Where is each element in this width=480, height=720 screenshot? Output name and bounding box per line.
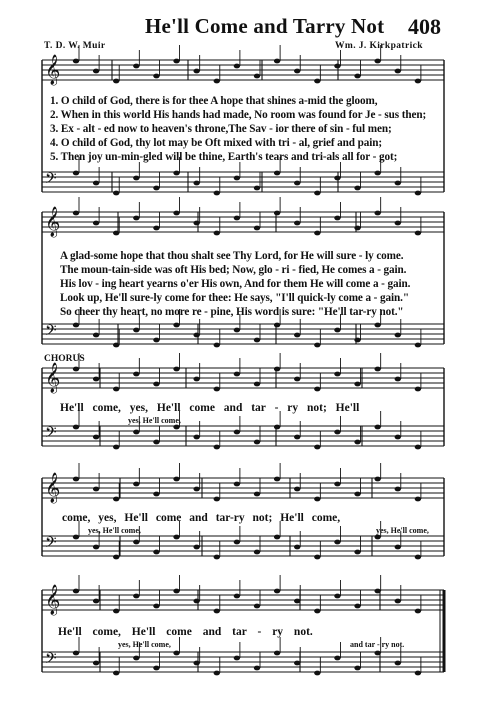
system-2-bass-staff-note [354,338,360,343]
system-5-treble-staff-note [294,599,300,604]
system-2-treble-staff-note [173,211,179,216]
system-3-bass-staff-note [153,440,159,445]
system-4-bass-staff-note [415,555,421,560]
system-4-treble-staff-note [193,487,199,492]
system-1-treble-staff-note [153,74,159,79]
stanza-1-line-2: A glad-some hope that thou shalt see Thy Lord, for He will sure - ly come. [60,250,404,262]
system-3-bass-staff-note [415,445,421,450]
system-3-treble-staff-note [93,377,99,382]
system-2-bass-staff-note [73,323,79,328]
system-3-bass-staff-note [395,435,401,440]
system-3-bass-staff-note [334,430,340,435]
system-1-treble-staff-note [234,64,240,69]
system-4-bass-staff-note [395,545,401,550]
system-3-treble-staff-note [173,367,179,372]
chorus-label: CHORUS [44,354,85,364]
system-3-treble-staff-note [193,377,199,382]
hymn-title: He'll Come and Tarry Not [145,14,385,38]
system-1-bass-staff-note [294,181,300,186]
system-2-treble-staff-note [234,216,240,221]
system-4-bass-staff-note [73,535,79,540]
system-1-treble-staff-note [133,64,139,69]
system-5-bass-staff-note [93,661,99,666]
system-5-treble-staff-note [334,594,340,599]
system-2-treble-staff-note [153,226,159,231]
chorus-line-1-echo: yes, He'll come, [128,416,181,425]
system-3-treble-staff-note [415,387,421,392]
system-2-bass-staff-clef: 𝄢 [45,322,57,343]
system-3-bass-staff-note [314,445,320,450]
stanza-5-line-1: 5. Then joy un-min-gled will be thine, Earth's tears and tri-als all for - got; [50,151,398,163]
system-5-bass-staff-note [214,671,220,676]
system-2-bass-staff-note [395,333,401,338]
system-5-bass-staff-note [153,666,159,671]
system-3-bass-staff-note [73,425,79,430]
system-4-bass-staff-note [314,555,320,560]
system-1-bass-staff-note [193,181,199,186]
system-1-bass-staff-note [334,176,340,181]
system-4-treble-staff-note [274,477,280,482]
system-4-treble-staff-note [395,487,401,492]
system-5-bass-staff-note [274,651,280,656]
system-1-treble-staff-note [254,74,260,79]
stanza-1-line-1: 1. O child of God, there is for thee A hope that shines a-mid the gloom, [50,95,378,107]
chorus-line-2-echo-b: yes, He'll come, [376,526,429,535]
system-3-bass-staff-note [234,430,240,435]
system-3-treble-staff-note [73,367,79,372]
system-5-treble-staff-note [395,599,401,604]
system-3-treble-staff-note [314,387,320,392]
system-3-bass-staff-clef: 𝄢 [45,424,57,445]
system-5-bass-staff-note [415,671,421,676]
system-3-treble-staff-note [395,377,401,382]
system-3-bass-staff-note [113,445,119,450]
system-2-bass-staff-note [193,333,199,338]
system-2-bass-staff-note [334,328,340,333]
system-5-bass-staff-note [173,651,179,656]
system-3-bass-staff-note [274,425,280,430]
system-1-bass-staff-note [415,191,421,196]
system-4-treble-staff-note [314,497,320,502]
system-2-bass-staff-note [113,343,119,348]
system-5-treble-staff-note [193,599,199,604]
system-2-treble-staff-note [395,221,401,226]
system-3-treble-staff-note [153,382,159,387]
system-1-treble-staff-note [314,79,320,84]
system-2-bass-staff-note [234,328,240,333]
system-4-bass-staff-note [113,555,119,560]
system-1-treble-staff-note [395,69,401,74]
system-4-bass-staff-note [354,550,360,555]
system-2-treble-staff-note [93,221,99,226]
stanza-5-line-2: So cheer thy heart, no more re - pine, His word is sure: "He'll tar-ry not." [60,306,404,318]
system-4-bass-staff-note [173,535,179,540]
system-1-bass-staff-note [173,171,179,176]
system-3-treble-staff-note [113,387,119,392]
system-2-treble-staff-note [133,216,139,221]
stanza-3-line-1: 3. Ex - alt - ed now to heaven's throne,The Sav - ior there of sin - ful men; [50,123,392,135]
system-4-bass-staff-note [234,540,240,545]
system-1-treble-staff-clef: 𝄞 [45,55,61,85]
system-3-bass-staff-note [133,430,139,435]
system-5-bass-staff-note [254,666,260,671]
system-1-bass-staff-note [254,186,260,191]
system-1-treble-staff-note [274,59,280,64]
system-4-treble-staff-note [415,497,421,502]
system-4-treble-staff-note [354,492,360,497]
system-3-treble-staff-note [133,372,139,377]
system-4-bass-staff-note [193,545,199,550]
system-5-bass-staff-note [314,671,320,676]
system-2-bass-staff-note [274,323,280,328]
system-1-bass-staff-note [314,191,320,196]
system-3-treble-staff-note [374,367,380,372]
system-4-bass-staff-note [334,540,340,545]
system-1-bass-staff-note [113,191,119,196]
system-3-treble-staff-note [214,387,220,392]
system-2-bass-staff-note [254,338,260,343]
system-1-bass-staff-note [93,181,99,186]
system-5-treble-staff-clef: 𝄞 [45,585,61,615]
system-2-bass-staff-note [214,343,220,348]
system-5-bass-staff-note [73,651,79,656]
system-2-bass-staff-note [153,338,159,343]
system-4-treble-staff-note [73,477,79,482]
chorus-line-1: He'll come, yes, He'll come and tar - ry not; He'll [60,402,360,414]
system-4-bass-staff-note [133,540,139,545]
system-1-treble-staff-note [193,69,199,74]
system-5-treble-staff-note [153,604,159,609]
system-3-treble-staff-note [354,382,360,387]
system-1-treble-staff-note [294,69,300,74]
system-5-treble-staff-note [415,609,421,614]
system-3-bass-staff-note [374,425,380,430]
system-2-treble-staff-note [73,211,79,216]
system-4-bass-staff-note [153,550,159,555]
system-4-treble-staff-note [113,497,119,502]
system-4-bass-staff-note [254,550,260,555]
system-1-bass-staff-note [73,171,79,176]
system-5-treble-staff-note [314,609,320,614]
system-1-treble-staff-note [374,59,380,64]
system-2-treble-staff-note [274,211,280,216]
system-3-bass-staff-note [354,440,360,445]
system-1-bass-staff-note [133,176,139,181]
system-5-treble-staff-note [254,604,260,609]
system-5-treble-staff-note [374,589,380,594]
system-3-treble-staff-note [234,372,240,377]
system-2-treble-staff-note [193,221,199,226]
system-4-treble-staff-note [93,487,99,492]
system-5-treble-staff-note [354,604,360,609]
system-2-treble-staff-note [113,231,119,236]
chorus-line-3-echo-a: yes, He'll come, [118,640,171,649]
chorus-line-2: come, yes, He'll come and tar-ry not; He'll come, [62,512,341,524]
system-5-treble-staff-note [93,599,99,604]
system-1-bass-staff-note [354,186,360,191]
system-4-bass-staff-note [214,555,220,560]
system-2-treble-staff-clef: 𝄞 [45,207,61,237]
system-1-treble-staff-note [334,64,340,69]
system-2-treble-staff-note [354,226,360,231]
system-1-treble-staff-note [354,74,360,79]
system-4-treble-staff-note [234,482,240,487]
system-5-treble-staff-note [234,594,240,599]
system-3-bass-staff-note [173,425,179,430]
system-2-treble-staff-note [254,226,260,231]
system-4-bass-staff-note [294,545,300,550]
hymn-number: 408 [408,14,441,39]
system-1-treble-staff-note [113,79,119,84]
system-4-bass-staff-note [274,535,280,540]
system-5-treble-staff-note [274,589,280,594]
system-5-bass-staff-note [294,661,300,666]
system-1-bass-staff-note [395,181,401,186]
chorus-line-3: He'll come, He'll come and tar - ry not. [58,626,313,638]
system-4-treble-staff-clef: 𝄞 [45,473,61,503]
system-3-treble-staff-note [294,377,300,382]
system-4-treble-staff-note [214,497,220,502]
system-2-bass-staff-note [374,323,380,328]
stanza-3-line-2: His lov - ing heart yearns o'er His own, And for them He will come a - gain. [60,278,411,290]
system-4-treble-staff-note [294,487,300,492]
system-2-treble-staff-note [374,211,380,216]
system-1-bass-staff-note [374,171,380,176]
composer-credit: Wm. J. Kirkpatrick [335,41,423,51]
system-5-bass-staff-note [395,661,401,666]
system-2-bass-staff-note [173,323,179,328]
system-5-bass-staff-note [193,661,199,666]
system-5-bass-staff-note [133,656,139,661]
system-1-treble-staff-note [214,79,220,84]
stanza-2-line-1: 2. When in this world His hands had made, No room was found for Je - sus then; [50,109,427,121]
system-2-bass-staff-note [93,333,99,338]
system-4-treble-staff-note [153,492,159,497]
system-1-treble-staff-note [73,59,79,64]
system-4-bass-staff-clef: 𝄢 [45,534,57,555]
system-3-bass-staff-note [193,435,199,440]
system-2-treble-staff-note [294,221,300,226]
system-1-treble-staff-note [415,79,421,84]
system-3-bass-staff-note [254,440,260,445]
system-4-bass-staff-note [93,545,99,550]
system-1-treble-staff-note [93,69,99,74]
stanza-2-line-2: The moun-tain-side was oft His bed; Now, glo - ri - fied, He comes a - gain. [60,264,407,276]
system-4-bass-staff-note [374,535,380,540]
system-1-bass-staff-note [153,186,159,191]
system-2-treble-staff-note [415,231,421,236]
system-1-bass-staff-clef: 𝄢 [45,170,57,191]
system-3-bass-staff-note [214,445,220,450]
system-3-treble-staff-note [334,372,340,377]
chorus-line-3-echo-b: and tar - ry not. [350,640,405,649]
system-2-treble-staff-note [334,216,340,221]
system-1-bass-staff-note [214,191,220,196]
system-5-bass-staff-clef: 𝄢 [45,650,57,671]
chorus-line-2-echo-a: yes, He'll come, [88,526,141,535]
system-4-treble-staff-note [173,477,179,482]
system-3-bass-staff-note [93,435,99,440]
system-2-treble-staff-note [314,231,320,236]
lyricist-credit: T. D. W. Muir [44,41,106,51]
system-1-bass-staff-note [274,171,280,176]
system-5-bass-staff-note [354,666,360,671]
system-3-bass-staff-note [294,435,300,440]
system-5-bass-staff-note [113,671,119,676]
system-1-treble-staff-note [173,59,179,64]
system-4-treble-staff-note [334,482,340,487]
system-5-bass-staff-note [234,656,240,661]
system-4-treble-staff-note [254,492,260,497]
system-2-bass-staff-note [133,328,139,333]
system-5-treble-staff-note [113,609,119,614]
system-4-treble-staff-note [133,482,139,487]
system-4-treble-staff-note [374,477,380,482]
system-5-treble-staff-note [214,609,220,614]
system-5-bass-staff-note [334,656,340,661]
system-2-bass-staff-note [415,343,421,348]
system-5-treble-staff-note [173,589,179,594]
system-2-bass-staff-note [314,343,320,348]
system-5-treble-staff-note [133,594,139,599]
system-2-bass-staff-note [294,333,300,338]
system-5-treble-staff-note [73,589,79,594]
system-5-bass-staff-note [374,651,380,656]
system-2-treble-staff-note [214,231,220,236]
system-3-treble-staff-note [274,367,280,372]
system-1-bass-staff-note [234,176,240,181]
system-3-treble-staff-note [254,382,260,387]
system-3-treble-staff-clef: 𝄞 [45,363,61,393]
stanza-4-line-2: Look up, He'll sure-ly come for thee: He says, "I'll quick-ly come a - gain." [60,292,409,304]
stanza-4-line-1: 4. O child of God, thy lot may be Oft mixed with tri - al, grief and pain; [50,137,382,149]
